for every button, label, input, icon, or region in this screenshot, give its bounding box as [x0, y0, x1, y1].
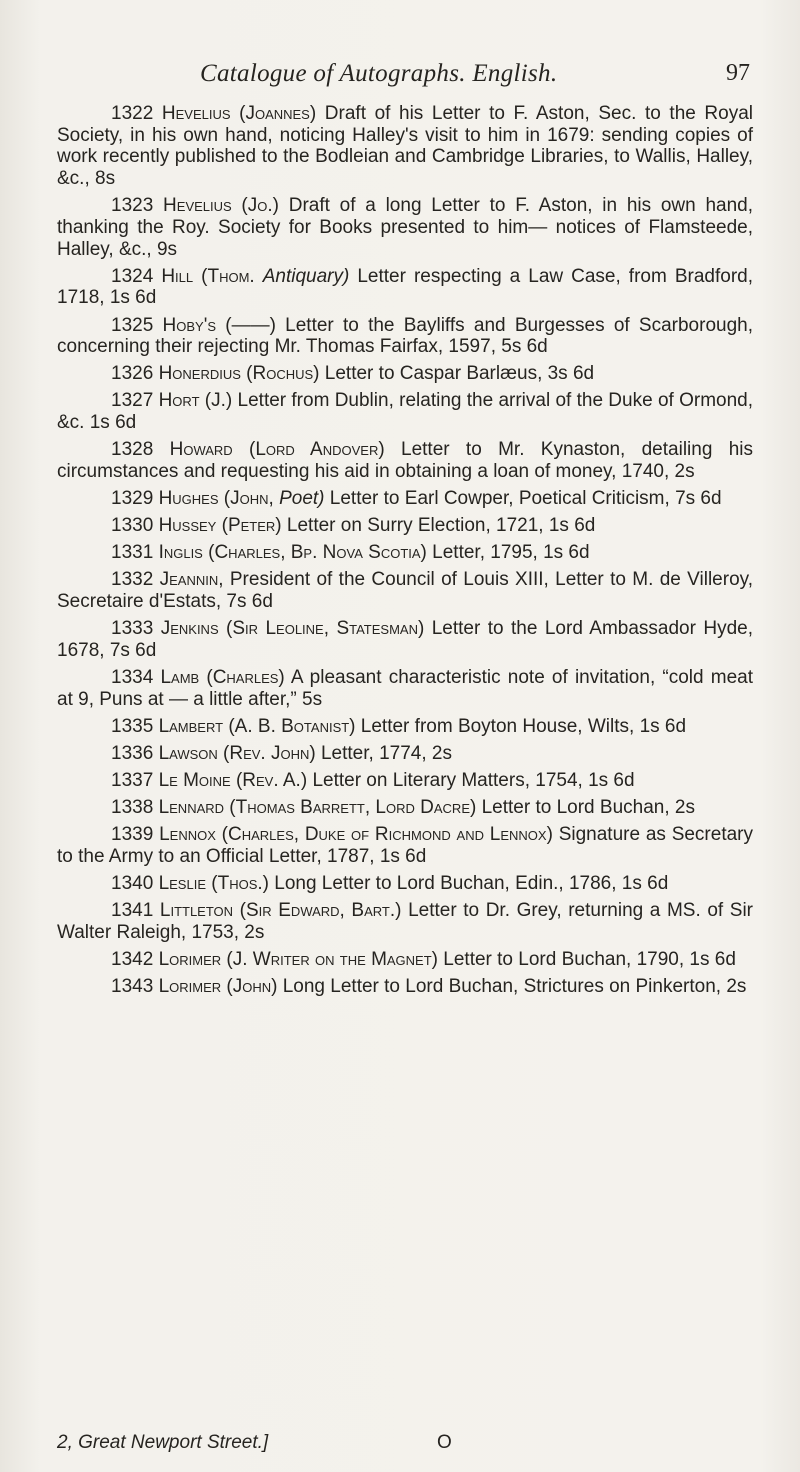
entry-number: 1330	[111, 515, 154, 537]
entry-number: 1326	[111, 363, 154, 385]
entry-name: Hort (J.)	[158, 390, 233, 412]
catalogue-entry	[57, 266, 753, 309]
entry-description: Letter to Lord Buchan, 1790, 1s 6d	[443, 948, 736, 970]
catalogue-entry	[57, 569, 753, 612]
entry-name: Lamb (Charles)	[160, 666, 285, 688]
entry-number: 1328	[111, 439, 154, 461]
entry-number: 1332	[111, 569, 154, 591]
running-header	[130, 60, 750, 92]
entry-number: 1341	[111, 899, 154, 921]
entry-number: 1329	[111, 487, 154, 509]
entry-number: 1322	[111, 103, 154, 124]
catalogue-entry	[57, 439, 753, 482]
entry-name: Leslie (Thos.)	[158, 872, 269, 894]
entry-number: 1338	[111, 796, 154, 818]
entry-name: Howard (Lord Andover)	[169, 439, 385, 461]
entry-name: Littleton (Sir Edward, Bart.)	[159, 899, 402, 921]
entry-name: Honerdius (Rochus)	[158, 363, 320, 385]
entry-name: Lambert (A. B. Botanist)	[158, 715, 356, 737]
catalogue-entry	[57, 390, 753, 433]
entry-name: Jeannin,	[159, 569, 224, 591]
publisher-imprint: 2, Great Newport Street.]	[57, 1432, 269, 1453]
catalogue-entry	[57, 667, 753, 710]
running-title: Catalogue of Autographs. English.	[200, 60, 558, 87]
entry-name: Hussey (Peter)	[158, 515, 282, 537]
catalogue-entry	[57, 976, 753, 998]
entry-description: Letter from Dublin, relating the arrival of the Duke of Ormond, &c. 1s 6d	[57, 390, 753, 434]
entry-number: 1337	[111, 769, 154, 791]
entry-description: Letter to Caspar Barlæus, 3s 6d	[324, 363, 595, 385]
entry-name: Le Moine (Rev. A.)	[158, 769, 308, 791]
page-number: 97	[726, 60, 750, 86]
entry-description: Signature as Secretary to the Army to an Official Letter, 1787, 1s 6d	[57, 824, 754, 867]
entry-number: 1333	[111, 618, 154, 640]
entry-description: Letter to the Lord Ambassador Hyde, 1678, 7s 6d	[57, 618, 754, 661]
entry-description: Letter, 1774, 2s	[320, 742, 452, 764]
catalogue-entry	[57, 716, 753, 738]
entry-description: Letter, 1795, 1s 6d	[432, 542, 590, 564]
entry-description: Letter respecting a Law Case, from Bradford, 1718, 1s 6d	[57, 265, 753, 309]
catalogue-entry	[57, 873, 753, 895]
entry-name: Hevelius (Joannes)	[161, 103, 317, 124]
entry-number: 1342	[111, 948, 154, 970]
catalogue-entry	[57, 315, 753, 358]
entry-name: Hevelius (Jo.)	[163, 195, 279, 217]
entry-name: Lorimer (J. Writer on the Magnet)	[158, 948, 438, 970]
entry-designation: Poet)	[279, 487, 325, 509]
catalogue-entry	[57, 515, 753, 537]
entry-number: 1339	[111, 824, 154, 846]
entry-number: 1340	[111, 872, 154, 894]
entry-number: 1323	[111, 195, 154, 217]
entry-name: Hughes (John,	[158, 487, 274, 509]
catalogue-entry	[57, 618, 753, 661]
entry-name: Jenkins (Sir Leoline, Statesman)	[160, 618, 425, 640]
entry-description: Letter to Lord Buchan, 2s	[481, 796, 695, 818]
entry-number: 1334	[111, 666, 154, 688]
entry-description: Long Letter to Lord Buchan, Edin., 1786, 1s 6d	[274, 872, 669, 894]
entry-description: Letter on Surry Election, 1721, 1s 6d	[286, 515, 596, 537]
catalogue-entry	[57, 363, 753, 385]
catalogue-entry	[57, 900, 753, 943]
entry-number: 1331	[111, 542, 154, 564]
entry-name: Lorimer (John)	[158, 975, 278, 997]
catalogue-entry	[57, 195, 753, 260]
entry-name: Lennard (Thomas Barrett, Lord Dacre)	[158, 796, 477, 818]
catalogue-entry	[57, 797, 753, 819]
catalogue-entry	[57, 743, 753, 765]
entry-description: Letter to Mr. Kynaston, detailing his circumstances and requesting his aid in obtaining a loan of money, 1740, 2s	[57, 439, 754, 482]
entry-number: 1324	[111, 265, 154, 287]
entry-description: Draft of a long Letter to F. Aston, in his own hand, thanking the Roy. Society for Books presented to him— notices of Flamsteede, Halley, &c., 9s	[57, 195, 754, 260]
entry-number: 1343	[111, 975, 154, 997]
entry-description: Letter from Boyton House, Wilts, 1s 6d	[360, 715, 687, 737]
entry-number: 1335	[111, 715, 154, 737]
catalogue-entry	[57, 488, 753, 510]
entry-number: 1336	[111, 742, 154, 764]
catalogue-entry	[57, 542, 753, 564]
entry-designation: Antiquary)	[262, 265, 350, 287]
entry-description: Letter to Earl Cowper, Poetical Criticism, 7s 6d	[329, 487, 722, 509]
entry-description: A pleasant characteristic note of invitation, “cold meat at 9, Puns at — a little after,” 5s	[57, 666, 753, 710]
catalogue-entry	[57, 770, 753, 792]
entry-description: Letter to Dr. Grey, returning a MS. of Sir Walter Raleigh, 1753, 2s	[57, 899, 754, 943]
entry-description: Draft of his Letter to F. Aston, Sec. to the Royal Society, in his own hand, noticing Halley's visit to him in 1679: sending copies of work recently published to the Bodleian and Cambridge Libraries, to Wallis, Halley, &c., 8s	[57, 103, 754, 190]
entry-name: Hill (Thom.	[161, 265, 255, 287]
entry-number: 1325	[111, 314, 154, 336]
page-footer	[57, 1432, 753, 1454]
entry-description: Letter on Literary Matters, 1754, 1s 6d	[312, 769, 635, 791]
entry-name: Lawson (Rev. John)	[158, 742, 316, 764]
catalogue-entry	[57, 103, 753, 190]
entry-name: Lennox (Charles, Duke of Richmond and Lennox)	[159, 824, 553, 846]
catalogue-entry	[57, 824, 753, 867]
entry-description: Long Letter to Lord Buchan, Strictures on Pinkerton, 2s	[282, 975, 747, 997]
entry-description: Letter to the Bayliffs and Burgesses of Scarborough, concerning their rejecting Mr. Thomas Fairfax, 1597, 5s 6d	[57, 314, 753, 358]
catalogue-entries	[57, 103, 753, 1003]
entry-description: President of the Council of Louis XIII, Letter to M. de Villeroy, Secretaire d'Estats, 7s 6d	[57, 569, 754, 612]
entry-name: Inglis (Charles, Bp. Nova Scotia)	[158, 542, 427, 564]
signature-mark: O	[437, 1432, 452, 1453]
catalogue-entry	[57, 949, 753, 971]
entry-name: Hoby's (——)	[162, 314, 276, 336]
entry-number: 1327	[111, 390, 154, 412]
